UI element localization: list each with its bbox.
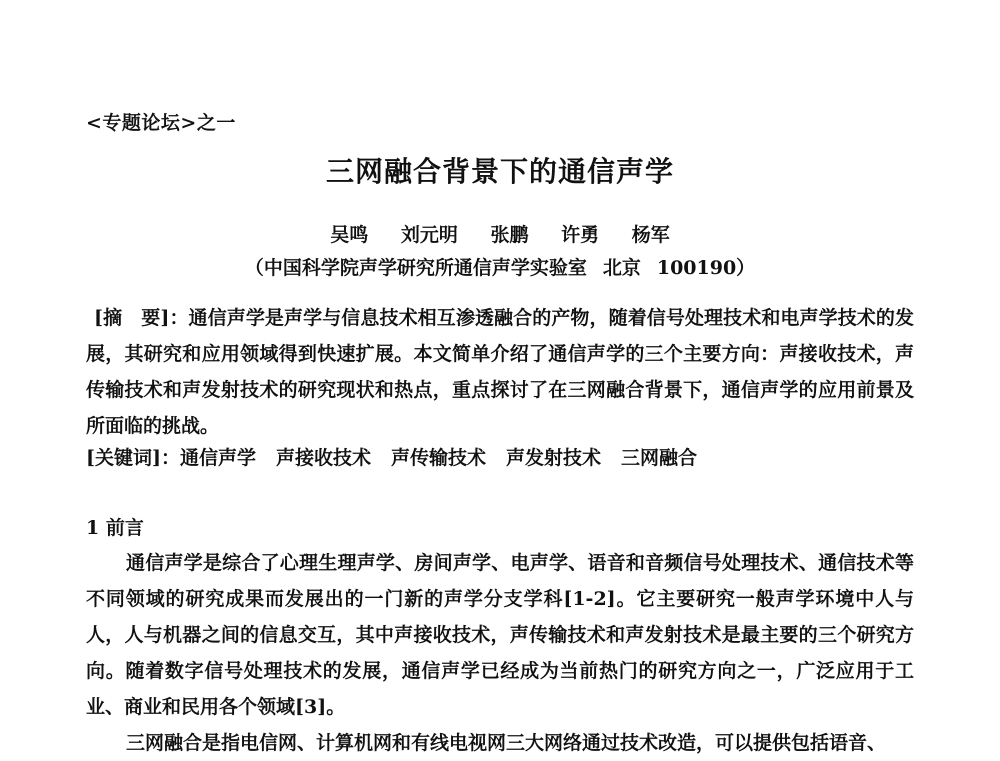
abstract-label: [摘 要]： [94, 307, 189, 329]
keyword-item: 通信声学 [179, 447, 256, 469]
keywords-label: [关键词]： [86, 447, 180, 469]
affiliation-postcode: 100190 [656, 257, 737, 279]
keyword-item: 声接收技术 [276, 447, 372, 469]
author-name: 刘元明 [400, 224, 458, 246]
body-paragraph: 三网融合是指电信网、计算机网和有线电视网三大网络通过技术改造，可以提供包括语音、 [126, 732, 887, 754]
affiliation-city: 北京 [602, 257, 641, 279]
author-name: 张鹏 [490, 224, 529, 246]
affiliation-close-paren: ） [736, 257, 756, 279]
affiliation-open-paren: （ [244, 257, 264, 279]
author-name: 杨军 [631, 224, 670, 246]
keyword-item: 声发射技术 [506, 447, 602, 469]
article-title: 三网融合背景下的通信声学 [325, 155, 674, 188]
section-number: 1 [86, 517, 100, 539]
author-name: 许勇 [561, 224, 600, 246]
affiliation-institution: 中国科学院声学研究所通信声学实验室 [263, 257, 587, 279]
keyword-item: 三网融合 [621, 447, 698, 469]
abstract-text: 通信声学是声学与信息技术相互渗透融合的产物，随着信号处理技术和电声学技术的发展，其研究和应用领域得到快速扩展。本文简单介绍了通信声学的三个主要方向：声接收技术，声传输技术和声发射技术的研究现状和热点，重点探讨了在三网融合背景下，通信声学的应用前景及所面临的挑战。 [86, 307, 914, 437]
keywords [86, 442, 914, 474]
author-name: 吴鸣 [330, 224, 369, 246]
author-list [0, 220, 1000, 247]
author-affiliation [0, 253, 1000, 280]
section-heading [86, 513, 144, 540]
keyword-item: 声传输技术 [391, 447, 487, 469]
body-paragraph: 通信声学是综合了心理生理声学、房间声学、电声学、语音和音频信号处理技术、通信技术等不同领域的研究成果而发展出的一门新的声学分支学科[1-2]。它主要研究一般声学环境中人与人，人与机器之间的信息交互，其中声接收技术，声传输技术和声发射技术是最主要的三个研究方向。随着数字信号处理技术的发展，通信声学已经成为当前热门的研究方向之一，广泛应用于工业、商业和民用各个领域[3]。 [86, 552, 914, 718]
column-tag: <专题论坛>之一 [86, 112, 236, 134]
abstract [86, 300, 914, 444]
section-title-text: 前言 [105, 517, 144, 539]
